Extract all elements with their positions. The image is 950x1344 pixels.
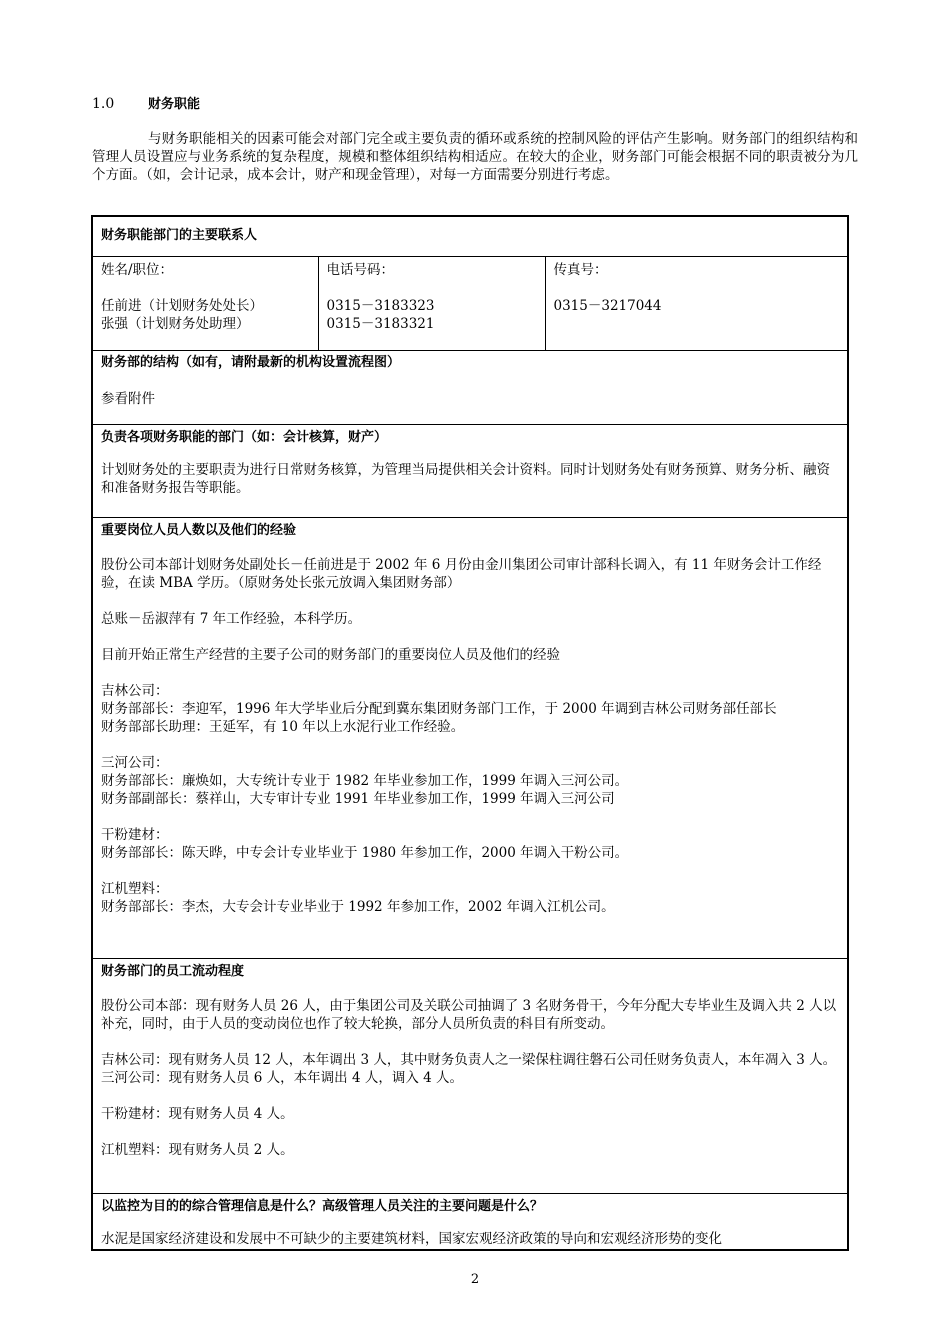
contact-person-2: 张强（计划财务处助理） (101, 315, 250, 332)
departments-row (92, 424, 848, 517)
mis-row (92, 1193, 848, 1250)
turnover-paragraph-5: 江机塑料：现有财务人员 2 人。 (101, 1141, 294, 1158)
sanhe-label: 三河公司： (101, 754, 169, 771)
contact-person-1: 任前进（计划财务处处长） (101, 297, 263, 314)
mis-body: 水泥是国家经济建设和发展中不可缺少的主要建筑材料，国家宏观经济政策的导向和宏观经济形势的变化 (101, 1230, 722, 1247)
phone-2: 0315－3183321 (326, 315, 435, 332)
fax-label: 传真号： (553, 261, 608, 278)
page-number: 2 (470, 1272, 480, 1287)
turnover-paragraph-1: 股份公司本部：现有财务人员 26 人，由于集团公司及关联公司抽调了 3 名财务骨干，今年分配大专毕业生及调入共 2 人以补充，同时，由于人员的变动岗位也作了较大轮换，部分人员所负责的科目有所变动。 (101, 997, 837, 1032)
contacts-title-row (92, 216, 848, 256)
jilin-label: 吉林公司： (101, 682, 169, 699)
contact-phone-cell (318, 256, 545, 350)
turnover-paragraph-3: 三河公司：现有财务人员 6 人，本年调出 4 人，调入 4 人。 (101, 1069, 464, 1086)
section-number: 1.0 (92, 96, 115, 112)
structure-title: 财务部的结构（如有，请附最新的机构设置流程图） (101, 354, 401, 370)
staff-paragraph-1: 股份公司本部计划财务处副处长－任前进是于 2002 年 6 月份由金川集团公司审计部科长调入，有 11 年财务会计工作经验，在读 MBA 学历。（原财务处长张元放调入集团财务部） (101, 556, 822, 591)
contacts-title: 财务职能部门的主要联系人 (101, 228, 258, 243)
section-heading (92, 93, 200, 112)
departments-body: 计划财务处的主要职责为进行日常财务核算，为管理当局提供相关会计资料。同时计划财务处有财务预算、财务分析、融资和准备财务报告等职能。 (101, 461, 830, 496)
phone-1: 0315－3183323 (326, 297, 435, 314)
name-label: 姓名/职位： (101, 261, 174, 278)
contacts-row (92, 256, 848, 350)
structure-row (92, 350, 848, 424)
staff-paragraph-2: 总账－岳淑萍有 7 年工作经验，本科学历。 (101, 610, 362, 627)
jiangji-line-1: 财务部部长：李杰，大专会计专业毕业于 1992 年参加工作，2002 年调入江机公司。 (101, 898, 615, 915)
departments-title: 负责各项财务职能的部门（如：会计核算，财产） (101, 429, 388, 445)
contact-fax-cell (545, 256, 848, 350)
finance-function-table (91, 215, 849, 1251)
jiangji-label: 江机塑料： (101, 880, 169, 897)
structure-body: 参看附件 (101, 390, 155, 407)
fax-number: 0315－3217044 (553, 297, 662, 314)
contact-name-cell (92, 256, 318, 350)
intro-paragraph: 与财务职能相关的因素可能会对部门完全或主要负责的循环或系统的控制风险的评估产生影响。财务部门的组织结构和管理人员设置应与业务系统的复杂程度，规模和整体组织结构相适应。在较大的企业，财务部门可能会根据不同的职责被分为几个方面。（如，会计记录，成本会计，财产和现金管理），对每一方面需要分别进行考虑。 (92, 131, 858, 183)
mis-title: 以监控为目的的综合管理信息是什么？高级管理人员关注的主要问题是什么？ (101, 1198, 544, 1214)
ganfen-label: 干粉建材： (101, 826, 169, 843)
sanhe-line-1: 财务部部长：廉焕如，大专统计专业于 1982 年毕业参加工作，1999 年调入三河公司。 (101, 772, 629, 789)
ganfen-line-1: 财务部部长：陈天晔，中专会计专业毕业于 1980 年参加工作，2000 年调入干粉公司。 (101, 844, 629, 861)
turnover-paragraph-4: 干粉建材：现有财务人员 4 人。 (101, 1105, 294, 1122)
phone-label: 电话号码： (326, 261, 394, 278)
staff-row (92, 517, 848, 958)
jilin-line-2: 财务部部长助理：王延军，有 10 年以上水泥行业工作经验。 (101, 718, 465, 735)
turnover-title: 财务部门的员工流动程度 (101, 963, 245, 979)
jilin-line-1: 财务部部长：李迎军，1996 年大学毕业后分配到冀东集团财务部门工作，于 2000 年调到吉林公司财务部任部长 (101, 700, 777, 717)
turnover-row (92, 958, 848, 1193)
staff-paragraph-3: 目前开始正常生产经营的主要子公司的财务部门的重要岗位人员及他们的经验 (101, 646, 560, 663)
section-title: 财务职能 (148, 97, 201, 112)
sanhe-line-2: 财务部副部长：蔡祥山，大专审计专业 1991 年毕业参加工作，1999 年调入三河公司 (101, 790, 615, 807)
turnover-paragraph-2: 吉林公司：现有财务人员 12 人，本年调出 3 人，其中财务负责人之一梁保柱调往磐石公司任财务负责人，本年凋入 3 人。 (101, 1051, 837, 1068)
staff-title: 重要岗位人员人数以及他们的经验 (101, 522, 297, 538)
